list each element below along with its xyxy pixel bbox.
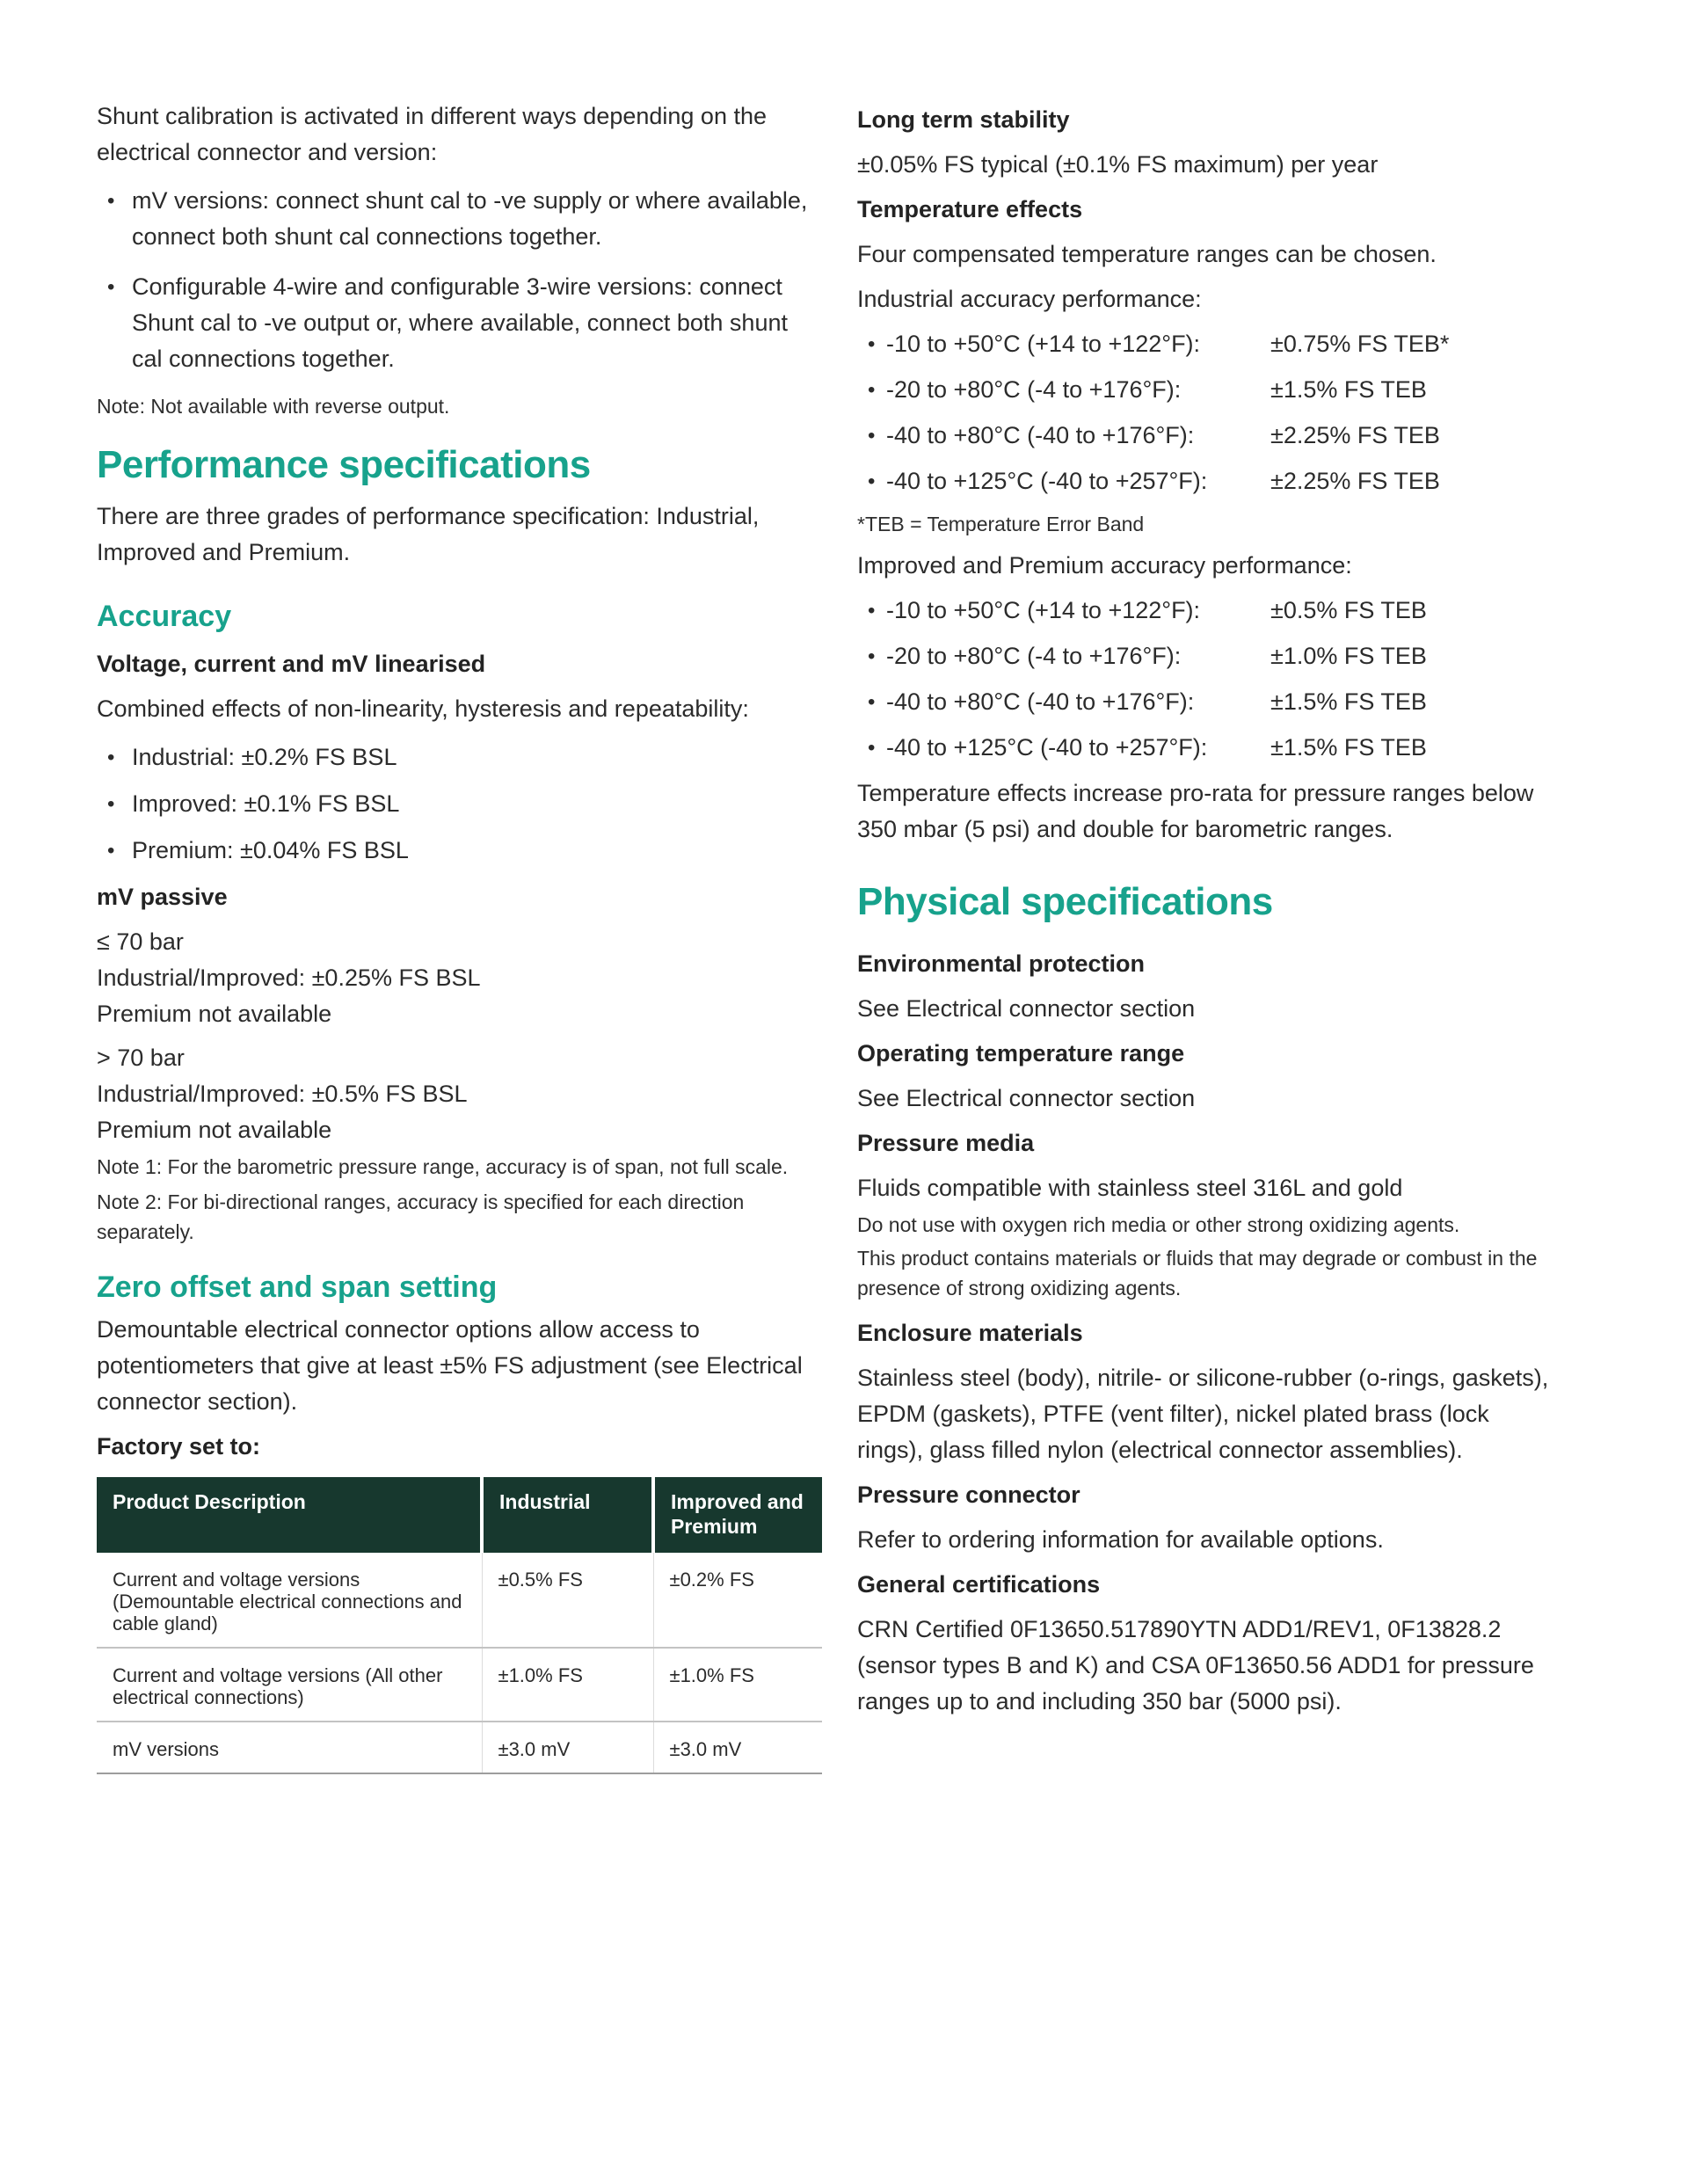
column-header-industrial: Industrial — [482, 1477, 653, 1553]
shunt-cal-note: Note: Not available with reverse output. — [97, 395, 450, 418]
long-term-stability-value: ±0.05% FS typical (±0.1% FS maximum) per year — [857, 151, 1379, 178]
spec-line: Premium not available — [97, 1001, 332, 1027]
pressure-media-value: Fluids compatible with stainless steel 316L and gold — [857, 1175, 1403, 1201]
accuracy-grade-list — [97, 739, 811, 869]
table-row — [97, 1722, 822, 1773]
bullet-marker: • — [868, 470, 876, 493]
spec-line: > 70 bar — [97, 1045, 185, 1071]
temperature-range: -20 to +80°C (-4 to +176°F): — [886, 376, 1182, 403]
physical-specifications-heading: Physical specifications — [857, 880, 1273, 923]
left-column — [97, 98, 811, 1774]
spec-row — [857, 730, 1552, 766]
table-cell: Current and voltage versions (Demountable electrical connections and cable gland) — [97, 1553, 482, 1648]
list-item: • mV versions: connect shunt cal to -ve supply or where available, connect both shunt cal connections together. — [97, 183, 811, 255]
performance-specifications-heading: Performance specifications — [97, 443, 591, 486]
spec-row — [857, 372, 1552, 408]
spec-row — [857, 684, 1552, 720]
teb-footnote: *TEB = Temperature Error Band — [857, 513, 1145, 535]
table-header-row — [97, 1477, 822, 1553]
spec-line: Industrial/Improved: ±0.25% FS BSL — [97, 965, 481, 991]
accuracy-note-2: Note 2: For bi-directional ranges, accuracy is specified for each direction separately. — [97, 1190, 745, 1243]
table-cell: Current and voltage versions (All other electrical connections) — [97, 1648, 482, 1722]
teb-value: ±1.5% FS TEB — [1270, 734, 1427, 761]
spec-row — [857, 326, 1552, 362]
table-cell: ±1.0% FS — [653, 1648, 822, 1722]
accuracy-subtitle: Voltage, current and mV linearised — [97, 651, 486, 677]
spec-row — [857, 638, 1552, 674]
mv-passive-heading: mV passive — [97, 884, 228, 910]
factory-settings-table — [97, 1477, 822, 1774]
column-header-improved-premium: Improved and Premium — [653, 1477, 822, 1553]
table-cell: ±1.0% FS — [482, 1648, 653, 1722]
spec-line: Industrial/Improved: ±0.5% FS BSL — [97, 1081, 468, 1107]
enclosure-materials-value: Stainless steel (body), nitrile- or silicone-rubber (o-rings, gaskets), EPDM (gaskets), PTFE (vent filter), nickel plated brass (lock rings), glass filled nylon (electrical connector assemblies). — [857, 1365, 1549, 1463]
bullet-marker: • — [868, 644, 876, 668]
temperature-range: -10 to +50°C (+14 to +122°F): — [886, 331, 1201, 357]
teb-value: ±1.5% FS TEB — [1270, 376, 1427, 403]
teb-value: ±2.25% FS TEB — [1270, 422, 1440, 448]
temperature-range: -10 to +50°C (+14 to +122°F): — [886, 597, 1201, 623]
mv-passive-low-block — [97, 924, 811, 1032]
accuracy-desc: Combined effects of non-linearity, hysteresis and repeatability: — [97, 695, 749, 722]
list-item: • Industrial: ±0.2% FS BSL — [97, 739, 811, 775]
teb-value: ±1.0% FS TEB — [1270, 643, 1427, 669]
accuracy-note-1: Note 1: For the barometric pressure range, accuracy is of span, not full scale. — [97, 1155, 789, 1178]
teb-value: ±1.5% FS TEB — [1270, 688, 1427, 715]
general-certifications-value: CRN Certified 0F13650.517890YTN ADD1/REV1, 0F13828.2 (sensor types B and K) and CSA 0F13650.56 ADD1 for pressure ranges up to and including 350 bar (5000 psi). — [857, 1616, 1534, 1714]
pressure-connector-heading: Pressure connector — [857, 1481, 1080, 1508]
temperature-effects-intro: Four compensated temperature ranges can be chosen. — [857, 241, 1437, 267]
environmental-protection-value: See Electrical connector section — [857, 995, 1196, 1022]
environmental-protection-heading: Environmental protection — [857, 950, 1146, 977]
spec-row — [857, 463, 1552, 499]
temperature-range: -40 to +125°C (-40 to +257°F): — [886, 734, 1208, 761]
teb-value: ±2.25% FS TEB — [1270, 468, 1440, 494]
temperature-range: -40 to +80°C (-40 to +176°F): — [886, 422, 1195, 448]
shunt-cal-bullet-list — [97, 183, 811, 377]
table-cell: mV versions — [97, 1722, 482, 1773]
list-item: • Improved: ±0.1% FS BSL — [97, 786, 811, 822]
pressure-connector-value: Refer to ordering information for available options. — [857, 1526, 1384, 1553]
bullet-marker: • — [868, 736, 876, 760]
general-certifications-heading: General certifications — [857, 1571, 1101, 1598]
table-row — [97, 1553, 822, 1648]
temperature-range: -20 to +80°C (-4 to +176°F): — [886, 643, 1182, 669]
spec-row — [857, 418, 1552, 454]
pressure-media-heading: Pressure media — [857, 1130, 1035, 1156]
operating-temperature-value: See Electrical connector section — [857, 1085, 1196, 1111]
temperature-range: -40 to +80°C (-40 to +176°F): — [886, 688, 1195, 715]
spec-line: ≤ 70 bar — [97, 928, 184, 955]
shunt-cal-intro: Shunt calibration is activated in different ways depending on the electrical connector and version: — [97, 103, 767, 165]
list-item: • Premium: ±0.04% FS BSL — [97, 833, 811, 869]
temperature-range: -40 to +125°C (-40 to +257°F): — [886, 468, 1208, 494]
spec-row — [857, 593, 1552, 629]
pressure-media-warning-2: This product contains materials or fluids that may degrade or combust in the presence of strong oxidizing agents. — [857, 1247, 1538, 1299]
spec-line: Premium not available — [97, 1117, 332, 1143]
accuracy-heading: Accuracy — [97, 600, 232, 633]
long-term-stability-heading: Long term stability — [857, 106, 1070, 133]
bullet-marker: • — [868, 599, 876, 622]
mv-passive-high-block — [97, 1040, 811, 1148]
table-cell: ±3.0 mV — [653, 1722, 822, 1773]
teb-value: ±0.75% FS TEB* — [1270, 331, 1450, 357]
pressure-media-warning-1: Do not use with oxygen rich media or other strong oxidizing agents. — [857, 1213, 1460, 1236]
performance-intro: There are three grades of performance specification: Industrial, Improved and Premium. — [97, 503, 760, 565]
improved-premium-accuracy-list — [857, 593, 1552, 766]
prorata-note: Temperature effects increase pro-rata for pressure ranges below 350 mbar (5 psi) and double for barometric ranges. — [857, 780, 1534, 842]
table-cell: ±0.2% FS — [653, 1553, 822, 1648]
bullet-marker: • — [868, 378, 876, 402]
table-cell: ±0.5% FS — [482, 1553, 653, 1648]
bullet-marker: • — [868, 690, 876, 714]
zero-offset-heading: Zero offset and span setting — [97, 1270, 498, 1304]
zero-offset-desc: Demountable electrical connector options allow access to potentiometers that give at least ±5% FS adjustment (see Electrical connector section). — [97, 1316, 803, 1415]
enclosure-materials-heading: Enclosure materials — [857, 1320, 1083, 1346]
bullet-marker: • — [868, 332, 876, 356]
industrial-accuracy-list — [857, 326, 1552, 499]
column-header-product-description: Product Description — [97, 1477, 482, 1553]
table-cell: ±3.0 mV — [482, 1722, 653, 1773]
improved-premium-accuracy-label: Improved and Premium accuracy performance: — [857, 552, 1352, 579]
operating-temperature-heading: Operating temperature range — [857, 1040, 1185, 1067]
table-row — [97, 1648, 822, 1722]
right-column — [857, 102, 1552, 1729]
industrial-accuracy-label: Industrial accuracy performance: — [857, 286, 1202, 312]
bullet-marker: • — [868, 424, 876, 448]
temperature-effects-heading: Temperature effects — [857, 196, 1083, 222]
factory-set-label: Factory set to: — [97, 1433, 261, 1460]
list-item: • Configurable 4-wire and configurable 3-wire versions: connect Shunt cal to -ve output or, where available, connect both shunt cal connections together. — [97, 269, 811, 377]
teb-value: ±0.5% FS TEB — [1270, 597, 1427, 623]
